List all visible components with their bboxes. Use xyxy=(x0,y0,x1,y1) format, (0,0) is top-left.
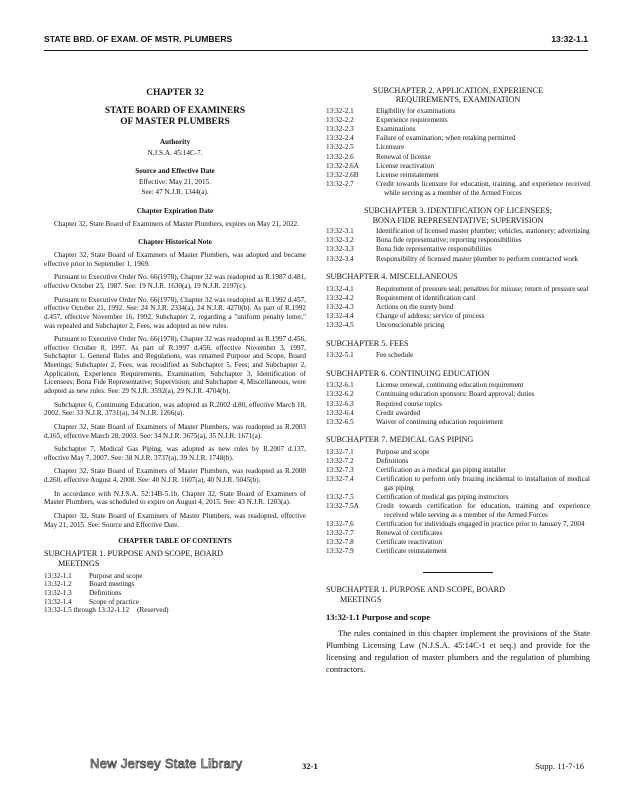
toc-entry-number: 13:32-1.4 xyxy=(44,597,72,606)
source-line: Effective: May 21, 2015. xyxy=(139,177,211,186)
toc-entry-title: Purpose and scope xyxy=(376,447,430,456)
toc-entry xyxy=(326,400,590,409)
subchapter-heading xyxy=(326,339,590,348)
toc-entry-number: 13:32-7.4 xyxy=(326,475,354,484)
subchapter-1-toc xyxy=(44,572,306,615)
toc-entry-number: 13:32-2.4 xyxy=(326,134,354,143)
toc-entry-number: 13:32-7.6 xyxy=(326,520,354,529)
toc-entry xyxy=(326,381,590,390)
toc-entry-number: 13:32-1.5 through 13:32-1.12 xyxy=(44,606,130,615)
subchapter-heading-line: SUBCHAPTER 6. CONTINUING EDUCATION xyxy=(326,368,490,378)
toc-entry xyxy=(326,153,590,162)
subchapter-heading xyxy=(326,369,590,378)
toc-entry-number: 13:32-7.8 xyxy=(326,538,354,547)
toc-entry-title: Renewal of license xyxy=(376,152,431,161)
history-paragraph: Subchapter 7, Medical Gas Piping, was adopted as new rules by R.2007 d.137, effective May 7, 2007. See: 38 N.J.R. 3737(a), 39 N.J.R. 1748(b). xyxy=(44,445,306,462)
right-column xyxy=(326,86,590,675)
toc-entry xyxy=(44,598,306,607)
chapter-toc xyxy=(326,86,590,556)
authority-heading: Authority xyxy=(159,137,191,146)
toc-entry xyxy=(326,294,590,303)
toc-entry-number: 13:32-6.2 xyxy=(326,390,354,399)
subchapter-heading-line: BONA FIDE REPRESENTATIVE; SUPERVISION xyxy=(372,215,544,225)
toc-entry-number: 13:32-4.4 xyxy=(326,312,354,320)
agency-name: STATE BOARD OF EXAMINERS OF MASTER PLUMBERS xyxy=(104,106,246,128)
toc-entry-title: License reactivation xyxy=(376,161,435,170)
toc-entry-title: Unconscionable pricing xyxy=(376,321,445,330)
page-number: 32-1 xyxy=(302,761,318,771)
subchapter-heading-line: REQUIREMENTS, EXAMINATION xyxy=(395,95,521,105)
toc-entry-title: (Reserved) xyxy=(137,606,169,615)
toc-entry-title: Certificate reactivation xyxy=(376,538,443,547)
subchapter-heading xyxy=(326,272,590,281)
toc-entry-number: 13:32-4.3 xyxy=(326,302,354,311)
toc-entry-number: 13:32-1.1 xyxy=(44,571,72,580)
separator-rule xyxy=(423,572,493,573)
toc-entry-title: Bona fide representative responsibilities xyxy=(376,245,492,254)
toc-entry-number: 13:32-3.4 xyxy=(326,254,354,263)
toc-entry xyxy=(326,493,590,502)
source-heading: Source and Effective Date xyxy=(135,167,215,176)
toc-entry-number: 13:32-4.2 xyxy=(326,293,354,302)
toc-entry-number: 13:32-5.1 xyxy=(326,351,354,360)
history-paragraph: Chapter 32, State Board of Examiners of Master Plumbers, was readopted as R.2008 d.260, effective August 4, 2008. See: 40 N.J.R. 1607(a), 40 N.J.R. 5045(b). xyxy=(44,467,306,485)
subchapter-1-heading: SUBCHAPTER 1. PURPOSE AND SCOPE, BOARD MEETINGS xyxy=(44,548,224,568)
toc-entry-title: Waiver of continuing education requirement xyxy=(376,417,504,426)
expiration-text: Chapter 32, State Board of Examiners of Master Plumbers, expires on May 21, 2022. xyxy=(54,219,299,228)
toc-entry-title: Definitions xyxy=(89,588,122,597)
toc-entry xyxy=(326,409,590,418)
source-line: See: 47 N.J.R. 1344(a). xyxy=(141,188,209,197)
toc-entry xyxy=(326,529,590,538)
history-paragraph: Pursuant to Executive Order No. 66(1978), Chapter 32 was readopted as R.1992 d.457, effective October 21, 1992. See: 24 N.J.R. 2334(a), 24 N.J.R. 4270(b). As part of R.1992 d.457, effective November 16, 1992, Subchapter 2, regarding a "uniform penalty letter," was repealed and Subchapter 2, Fees, was adopted as new rules. xyxy=(44,295,306,330)
toc-entry-title: Definitions xyxy=(376,457,409,466)
toc-entry xyxy=(326,502,590,519)
header-section: 13:32-1.1 xyxy=(551,34,588,44)
toc-entry xyxy=(326,390,590,399)
subchapter-heading-line: SUBCHAPTER 2. APPLICATION, EXPERIENCE xyxy=(373,86,543,95)
toc-entry xyxy=(326,245,590,254)
toc-entry xyxy=(44,589,306,598)
running-header xyxy=(44,34,588,48)
library-watermark: New Jersey State Library xyxy=(90,756,243,771)
toc-entry-title: Credit awarded xyxy=(376,408,421,417)
toc-entry-title: Credit towards licensure for education, training, and experience received while serving as a member of the Armed Forces xyxy=(376,179,590,197)
footer xyxy=(0,756,618,776)
toc-heading: CHAPTER TABLE OF CONTENTS xyxy=(118,537,232,546)
subchapter-heading-line: SUBCHAPTER 5. FEES xyxy=(326,338,409,348)
toc-entry-number: 13:32-2.1 xyxy=(326,106,354,115)
toc-entry-title: License renewal, continuing education requirement xyxy=(376,381,524,390)
subchapter-heading xyxy=(326,206,590,225)
toc-entry xyxy=(326,321,590,330)
toc-entry-title: Certification to perform only brazing incidental to installation of medical gas piping xyxy=(376,475,590,492)
toc-entry xyxy=(326,303,590,312)
toc-entry xyxy=(326,255,590,264)
toc-entry xyxy=(326,236,590,245)
toc-entry xyxy=(326,285,590,294)
header-rule xyxy=(44,50,588,51)
subchapter-1-text-heading: SUBCHAPTER 1. PURPOSE AND SCOPE, BOARD MEETINGS xyxy=(326,585,506,604)
toc-entry-title: Credit towards certification for education, training and experience received while serving as a member of the Armed Forces xyxy=(376,502,590,519)
history-heading: Chapter Historical Note xyxy=(138,238,212,247)
history-paragraph: Chapter 32, State Board of Examiners of Master Plumbers, was adopted and became effective prior to September 1, 1969. xyxy=(44,251,306,268)
toc-entry-title: Renewal of certificates xyxy=(376,529,443,538)
toc-entry-number: 13:32-7.5A xyxy=(326,502,359,511)
toc-entry xyxy=(326,134,590,143)
header-title: STATE BRD. OF EXAM. OF MSTR. PLUMBERS xyxy=(44,34,233,44)
toc-entry-number: 13:32-7.9 xyxy=(326,547,354,556)
toc-entry xyxy=(326,171,590,180)
toc-entry-title: License reinstatement xyxy=(376,170,439,179)
toc-entry-title: Certification for individuals engaged in practice prior to January 7, 2004 xyxy=(376,520,585,529)
toc-entry-title: Failure of examination; when retaking permitted xyxy=(376,134,516,143)
toc-entry-title: Identification of licensed master plumber; vehicles, stationery; advertising xyxy=(376,227,590,236)
toc-entry-title: Certification as a medical gas piping installer xyxy=(376,466,507,475)
subchapter-heading-line: SUBCHAPTER 7. MEDICAL GAS PIPING xyxy=(326,435,474,445)
toc-entry xyxy=(326,162,590,171)
subchapter-heading-line: SUBCHAPTER 3. IDENTIFICATION OF LICENSEES; xyxy=(363,206,553,216)
authority-text: N.J.S.A. 45:14C-7. xyxy=(147,148,203,157)
history-paragraph: Pursuant to Executive Order No. 66(1978), Chapter 32 was readopted as R.1987 d.481, effective October 23, 1987. See: 19 N.J.R. 1630(a), 19 N.J.R. 2197(c). xyxy=(44,273,306,290)
toc-entry-title: Change of address; service of process xyxy=(376,312,485,320)
toc-entry-number: 13:32-1.3 xyxy=(44,588,72,597)
toc-entry-title: Bona fide representative; reporting responsibilities xyxy=(376,236,522,245)
toc-entry-number: 13:32-2.3 xyxy=(326,125,354,134)
toc-entry xyxy=(326,312,590,321)
history-paragraph: Chapter 32, State Board of Examiners of Master Plumbers, was readopted, effective May 21, 2015. See: Source and Effective Date. xyxy=(44,512,306,529)
history-notes xyxy=(44,251,306,529)
expiration-heading: Chapter Expiration Date xyxy=(136,207,214,216)
toc-entry-title: Eligibility for examinations xyxy=(376,106,456,115)
toc-entry-number: 13:32-7.2 xyxy=(326,457,354,466)
toc-entry-number: 13:32-2.6A xyxy=(326,161,359,170)
history-paragraph: Pursuant to Executive Order No. 66(1978), Chapter 32 was readopted as R.1997 d.456, effective October 8, 1997. As part of R.1997 d.456, effective November 3, 1997, Subchapter 1, General Rules and Regulations, was renamed Purpose and Scope, Board Meetings; Subchapter 2, Fees, was recodified as Subchapter 5, Fees; and Subchapter 2, Application, Experience Requirements, Examination; Subchapter 3, Identification of Licensees; Bona Fide Representative; Supervision; and Subchapter 4, Miscellaneous, were adopted as new rules. See: 29 N.J.R. 3592(a), 29 N.J.R. 4704(b). xyxy=(44,335,306,395)
toc-entry-number: 13:32-4.1 xyxy=(326,284,354,293)
toc-entry xyxy=(326,538,590,547)
supplement-date: Supp. 11-7-16 xyxy=(535,761,584,771)
toc-entry-title: Responsibility of licensed master plumber to perform contracted work xyxy=(376,254,578,263)
toc-entry-title: Fee schedule xyxy=(376,351,414,360)
section-heading: 13:32-1.1 Purpose and scope xyxy=(326,611,431,622)
toc-entry xyxy=(326,547,590,556)
toc-entry xyxy=(326,227,590,236)
toc-entry-number: 13:32-7.7 xyxy=(326,529,354,538)
toc-entry xyxy=(326,125,590,134)
subchapter-heading xyxy=(326,86,590,105)
toc-entry xyxy=(326,418,590,427)
toc-entry xyxy=(326,351,590,360)
toc-entry-number: 13:32-7.5 xyxy=(326,493,354,502)
toc-entry xyxy=(44,606,306,615)
toc-entry-number: 13:32-4.5 xyxy=(326,321,354,330)
toc-entry-title: Requirement of identification card xyxy=(376,293,476,302)
chapter-title: CHAPTER 32 xyxy=(146,88,204,98)
toc-entry-number: 13:32-6.3 xyxy=(326,399,354,408)
subchapter-heading-line: SUBCHAPTER 4. MISCELLANEOUS xyxy=(326,272,458,282)
toc-entry xyxy=(326,107,590,116)
toc-entry-number: 13:32-2.6B xyxy=(326,170,359,179)
history-paragraph: In accordance with N.J.S.A. 52:14B-5.1b, Chapter 32, State Board of Examiners of Master Plumbers, was scheduled to expire on August 4, 2015. See: 43 N.J.R. 1203(a). xyxy=(44,489,306,507)
toc-entry-number: 13:32-3.2 xyxy=(326,236,354,245)
toc-entry-number: 13:32-3.3 xyxy=(326,245,354,254)
toc-entry-number: 13:32-2.2 xyxy=(326,115,354,124)
toc-entry-number: 13:32-1.2 xyxy=(44,580,72,589)
toc-entry-number: 13:32-6.5 xyxy=(326,417,354,426)
history-paragraph: Chapter 32, State Board of Examiners of Master Plumbers, was readopted as R.2003 d.165, effective March 28, 2003. See: 34 N.J.R. 3675(a), 35 N.J.R. 1671(a). xyxy=(44,422,306,440)
toc-entry xyxy=(44,580,306,589)
toc-entry-number: 13:32-2.7 xyxy=(326,179,354,188)
toc-entry xyxy=(326,475,590,492)
toc-entry xyxy=(326,448,590,457)
left-column xyxy=(44,82,306,615)
toc-entry-title: Experience requirements xyxy=(376,115,448,124)
toc-entry-title: Purpose and scope xyxy=(89,571,143,580)
toc-entry-title: Certification of medical gas piping instructors xyxy=(376,493,509,502)
toc-entry-number: 13:32-6.4 xyxy=(326,408,354,417)
toc-entry-title: Required course topics xyxy=(376,399,442,408)
toc-entry-title: Actions on the surety bond xyxy=(376,302,454,311)
history-paragraph: Subchapter 6, Continuing Education, was adopted as R.2002 d.80, effective March 18, 2002. See: 33 N.J.R. 3731(a), 34 N.J.R. 1266(a). xyxy=(44,400,306,418)
toc-entry-number: 13:32-6.1 xyxy=(326,381,354,390)
toc-entry-title: Continuing education sponsors; Board approval; duties xyxy=(376,390,535,399)
toc-entry-title: Requirement of pressure seal; penalties for misuse; return of pressure seal xyxy=(376,284,589,293)
toc-entry-title: Scope of practice xyxy=(89,597,139,606)
toc-entry-number: 13:32-2.5 xyxy=(326,143,354,152)
toc-entry-title: Board meetings xyxy=(89,580,135,589)
toc-entry xyxy=(44,572,306,581)
toc-entry xyxy=(326,457,590,466)
toc-entry-title: Licensure xyxy=(376,143,405,152)
section-body: The rules contained in this chapter implement the provisions of the State Plumbing Licensing Law (N.J.S.A. 45:14C-1 et seq.) and provide for the licensing and regulation of master plumbers and the regulation of plumbing contractors. xyxy=(326,629,590,674)
toc-entry xyxy=(326,143,590,152)
toc-entry xyxy=(326,520,590,529)
toc-entry-title: Examinations xyxy=(376,125,416,134)
toc-entry xyxy=(326,116,590,125)
toc-entry-number: 13:32-3.1 xyxy=(326,227,354,236)
toc-entry-number: 13:32-2.6 xyxy=(326,152,354,161)
toc-entry xyxy=(326,180,590,197)
toc-entry-number: 13:32-7.1 xyxy=(326,447,354,456)
subchapter-heading xyxy=(326,435,590,444)
toc-entry xyxy=(326,466,590,475)
toc-entry-title: Certificate reinstatement xyxy=(376,547,447,556)
toc-entry-number: 13:32-7.3 xyxy=(326,466,354,475)
